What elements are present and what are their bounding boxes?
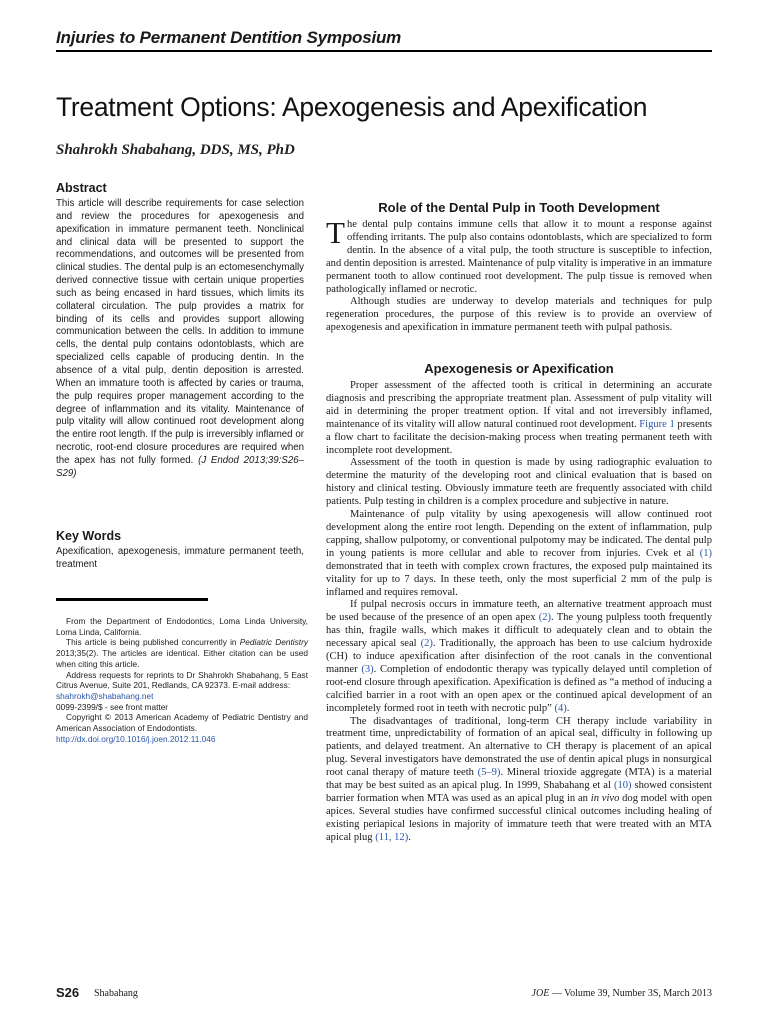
section-apexogenesis: [326, 380, 712, 845]
paragraph-text: . The young pulpless tooth frequently has thin, fragile walls, which makes it difficult to adequately clean and to obtain the necessary apical seal: [326, 612, 712, 650]
footer-author: Shabahang: [94, 988, 138, 999]
abstract-citation: (J Endod 2013;39:S26–S29): [56, 454, 304, 479]
paragraph-text: he dental pulp contains immune cells that allow it to mount a response against offending irritants. The pulp also contains odontoblasts, which are specialized to form dentin. In the absence of a vital pulp, the tooth structure is susceptible to infection, and dentin deposition is arrested. Maintenance of pulp vitality is imperative in an immature permanent tooth to allow continued root development. The pulp tissue is removed when pathologically inflamed or necrotic.: [326, 219, 712, 295]
footnote-rule: [56, 598, 208, 601]
paragraph-text: The disadvantages of traditional, long-term CH therapy include variability in treatment time, unpredictability of formation of an apical seal, difficulty in following up patients, and delayed treatment. An alternative to CH therapy is placement of an apical plug. Several investigators have demonstrated the use of dentin apical plugs in nonsurgical root canal therapy of mature teeth: [326, 715, 712, 779]
reference-link[interactable]: (2): [538, 612, 552, 624]
journal-name: JOE: [531, 988, 550, 999]
footnote-concurrent-post: 2013;35(2). The articles are identical. Either citation can be used when citing this article.: [56, 648, 308, 669]
paragraph-text: . Completion of endodontic therapy was typically delayed until completion of root-end closure through apexification. Apexification is defined as “a method of inducing a calcified barrier in a root with an open apex or the continued apical development of an incompletely formed root in teeth with necrotic pulp”: [326, 663, 712, 714]
reference-link[interactable]: (1): [699, 547, 712, 559]
paragraph-text: .: [566, 702, 570, 714]
paragraph-text: showed consistent barrier formation when MTA was used as an apical plug in an: [326, 780, 712, 804]
reference-link[interactable]: (11, 12): [375, 831, 409, 843]
paragraph-text: . Mineral trioxide aggregate (MTA) is a material that may be best suited as an apical plug. In 1999, Shabahang et al: [326, 767, 713, 792]
section-heading-dental-pulp: Role of the Dental Pulp in Tooth Development: [378, 200, 660, 215]
paragraph: Although studies are underway to develop materials and techniques for pulp regeneration procedures, the purpose of this review is to provide an overview of apexogenesis and apexification in immature permanent teeth with pulpal pathosis.: [326, 296, 712, 334]
running-header: Injuries to Permanent Dentition Symposium: [56, 28, 402, 47]
footnote-concurrent: [56, 637, 308, 669]
footnote-concurrent-pre: This article is being published concurrently in: [66, 637, 240, 648]
paragraph-italic: in vivo: [590, 793, 620, 804]
footnotes: [56, 616, 308, 744]
abstract-heading: Abstract: [56, 181, 107, 195]
paragraph-text: . Traditionally, the approach has been to use calcium hydroxide (CH) to induce apexification after disinfection of the root canals in the conventional manner: [326, 638, 713, 675]
keywords-text: Apexification, apexogenesis, immature permanent teeth, treatment: [56, 546, 304, 570]
article-authors: Shahrokh Shabahang, DDS, MS, PhD: [56, 142, 295, 158]
footer-journal: [450, 988, 712, 999]
reference-link[interactable]: (10): [613, 780, 632, 792]
reference-link[interactable]: (3): [361, 663, 374, 675]
footnote-department: From the Department of Endodontics, Loma Linda University, Loma Linda, California.: [56, 616, 308, 637]
figure-1-link[interactable]: Figure 1: [639, 418, 675, 430]
paragraph-text: dog model with open apices. Several studies have confirmed successful clinical outcomes including healing of existing periapical lesions in majority of immature teeth that were treated with an MTA apical plug: [326, 793, 712, 843]
paragraph-text: Maintenance of pulp vitality by using apexogenesis will allow continued root development along the entire root length. Depending on the extent of inflammation, pulp capping, shallow pulpotomy, or conventional pulpotomy may be indicated. The dental pulp in young patients is more cellular and able to recover from injuries. Cvek et al: [326, 509, 712, 559]
footnote-doi: [56, 734, 308, 745]
header-rule: [56, 50, 712, 52]
section-heading-apexogenesis: Apexogenesis or Apexification: [424, 361, 614, 376]
paragraph: [326, 599, 712, 715]
paragraph-text: If pulpal necrosis occurs in immature teeth, an alternative treatment approach must be used because of the presence of an open apex: [326, 599, 712, 624]
footnote-reprints: [56, 670, 308, 702]
abstract-text: [56, 198, 304, 481]
paragraph: [326, 215, 712, 296]
reference-link[interactable]: (2): [420, 638, 433, 650]
footnote-concurrent-journal: Pediatric Dentistry: [239, 637, 308, 648]
paragraph: [326, 716, 712, 845]
author-email-link[interactable]: shahrokh@shabahang.net: [56, 690, 154, 701]
abstract-body: This article will describe requirements for case selection and review the procedures for apexogenesis and apexification in immature permanent teeth. Nonclinical and clinical data will be presented to support the recommendations, and outcomes will be presented from clinical studies. The dental pulp is an ectomesenchymally derived connective tissue with certain unique properties such as being encased in hard tissues, which limits its collateral circulation. The pulp provides a matrix for binding of its cells and provides support allowing communication between the cells. In addition to immune cells, the dental pulp contains odontoblasts, which are specialized cells capable of producing dentin. In the absence of a vital pulp, dentin deposition is arrested. When an immature tooth is affected by caries or trauma, the pulp requires proper management according to the degree of inflammation and its vitality. Maintenance of pulp vitality will allow continued root development along the entire root length. If the pulp is irreversibly inflamed or necrotic, root-end closure procedures are required when the apex has not fully formed.: [56, 198, 304, 466]
paragraph-text: Proper assessment of the affected tooth is critical in determining an accurate diagnosis and prescribing the appropriate treatment plan. Assessment of pulp vitality will aid in determining the proper treatment option. If vital and not irreversibly inflamed, maintenance of its vitality will allow natural continued root development.: [326, 380, 712, 430]
reference-link[interactable]: (5–9): [477, 767, 501, 779]
section-dental-pulp: [326, 215, 712, 335]
footnote-copyright: Copyright © 2013 American Academy of Pediatric Dentistry and American Association of Endodontists.: [56, 712, 308, 734]
page-number: S26: [56, 985, 80, 1000]
drop-cap: T: [326, 215, 345, 250]
footnote-reprints-text: Address requests for reprints to Dr Shahrokh Shabahang, 5 East Citrus Avenue, Suite 201, Redlands, CA 92373. E-mail address:: [56, 669, 308, 691]
paragraph-text: demonstrated that in teeth with complex crown fractures, the exposed pulp maintained its vitality for up to 7 days. In these teeth, only the most superficial 2 mm of the pulp is inflamed and requires removal.: [326, 560, 712, 598]
article-title: Treatment Options: Apexogenesis and Apexification: [56, 92, 648, 122]
doi-link[interactable]: http://dx.doi.org/10.1016/j.joen.2012.11.046: [56, 733, 216, 744]
journal-issue: — Volume 39, Number 3S, March 2013: [549, 988, 712, 999]
paragraph: Assessment of the tooth in question is made by using radiographic evaluation to determine the maturity of the developing root and clinical evaluation that is based on history and clinical testing. Obviously immature teeth are frequently associated with child patients. Pulp testing in children is a complex procedure and subjective in nature.: [326, 457, 712, 508]
paragraph: [326, 380, 712, 457]
reference-link[interactable]: (4): [554, 702, 567, 714]
keywords-heading: Key Words: [56, 529, 122, 543]
paragraph-text: presents a flow chart to facilitate the decision-making process when treating permanent teeth with incomplete root development.: [326, 418, 712, 456]
footnote-issn: 0099-2399/$ - see front matter: [56, 701, 169, 712]
paragraph-text: .: [408, 831, 411, 843]
paragraph: [326, 509, 712, 599]
